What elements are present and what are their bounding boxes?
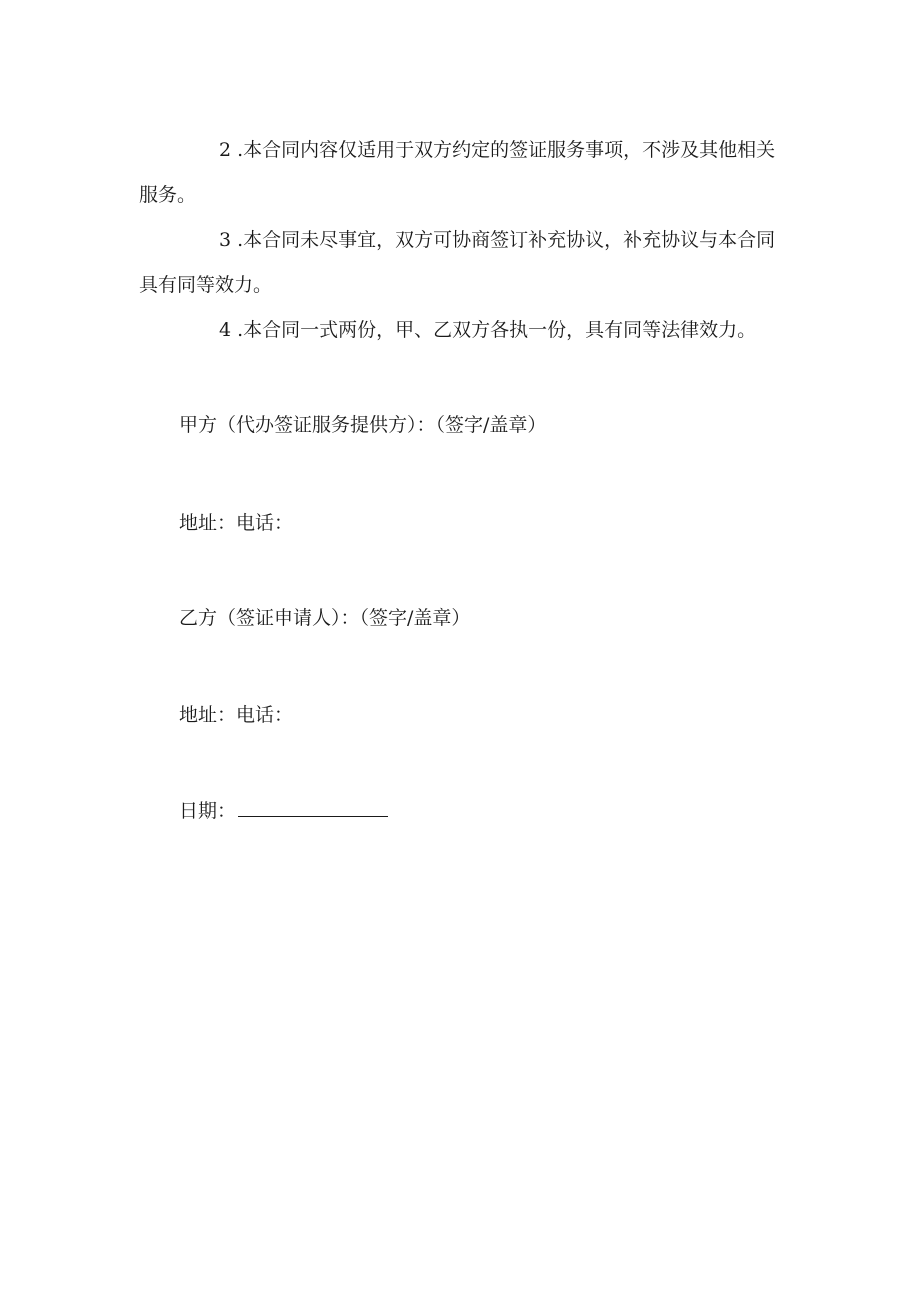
party-b-contact: 地址：电话：	[179, 704, 294, 726]
party-a-contact: 地址：电话：	[179, 512, 294, 534]
clause-2	[139, 128, 784, 218]
date-label: 日期：	[179, 800, 237, 822]
clause-number: 4	[219, 319, 232, 341]
clause-3	[139, 218, 784, 308]
party-a-signature: 甲方（代办签证服务提供方）：（签字/盖章）	[179, 414, 547, 436]
clause-text: .本合同一式两份，甲、乙双方各执一份，具有同等法律效力。	[237, 319, 757, 341]
clause-4	[139, 308, 784, 353]
clause-number: 2	[219, 139, 232, 161]
date-blank-field[interactable]	[238, 798, 388, 817]
clause-number: 3	[219, 229, 232, 251]
clause-text: .本合同内容仅适用于双方约定的签证服务事项，不涉及其他相关服务。	[139, 139, 776, 206]
party-b-signature: 乙方（签证申请人）：（签字/盖章）	[179, 607, 471, 629]
clause-text: .本合同未尽事宜，双方可协商签订补充协议，补充协议与本合同具有同等效力。	[139, 229, 776, 296]
date-line	[179, 798, 388, 824]
